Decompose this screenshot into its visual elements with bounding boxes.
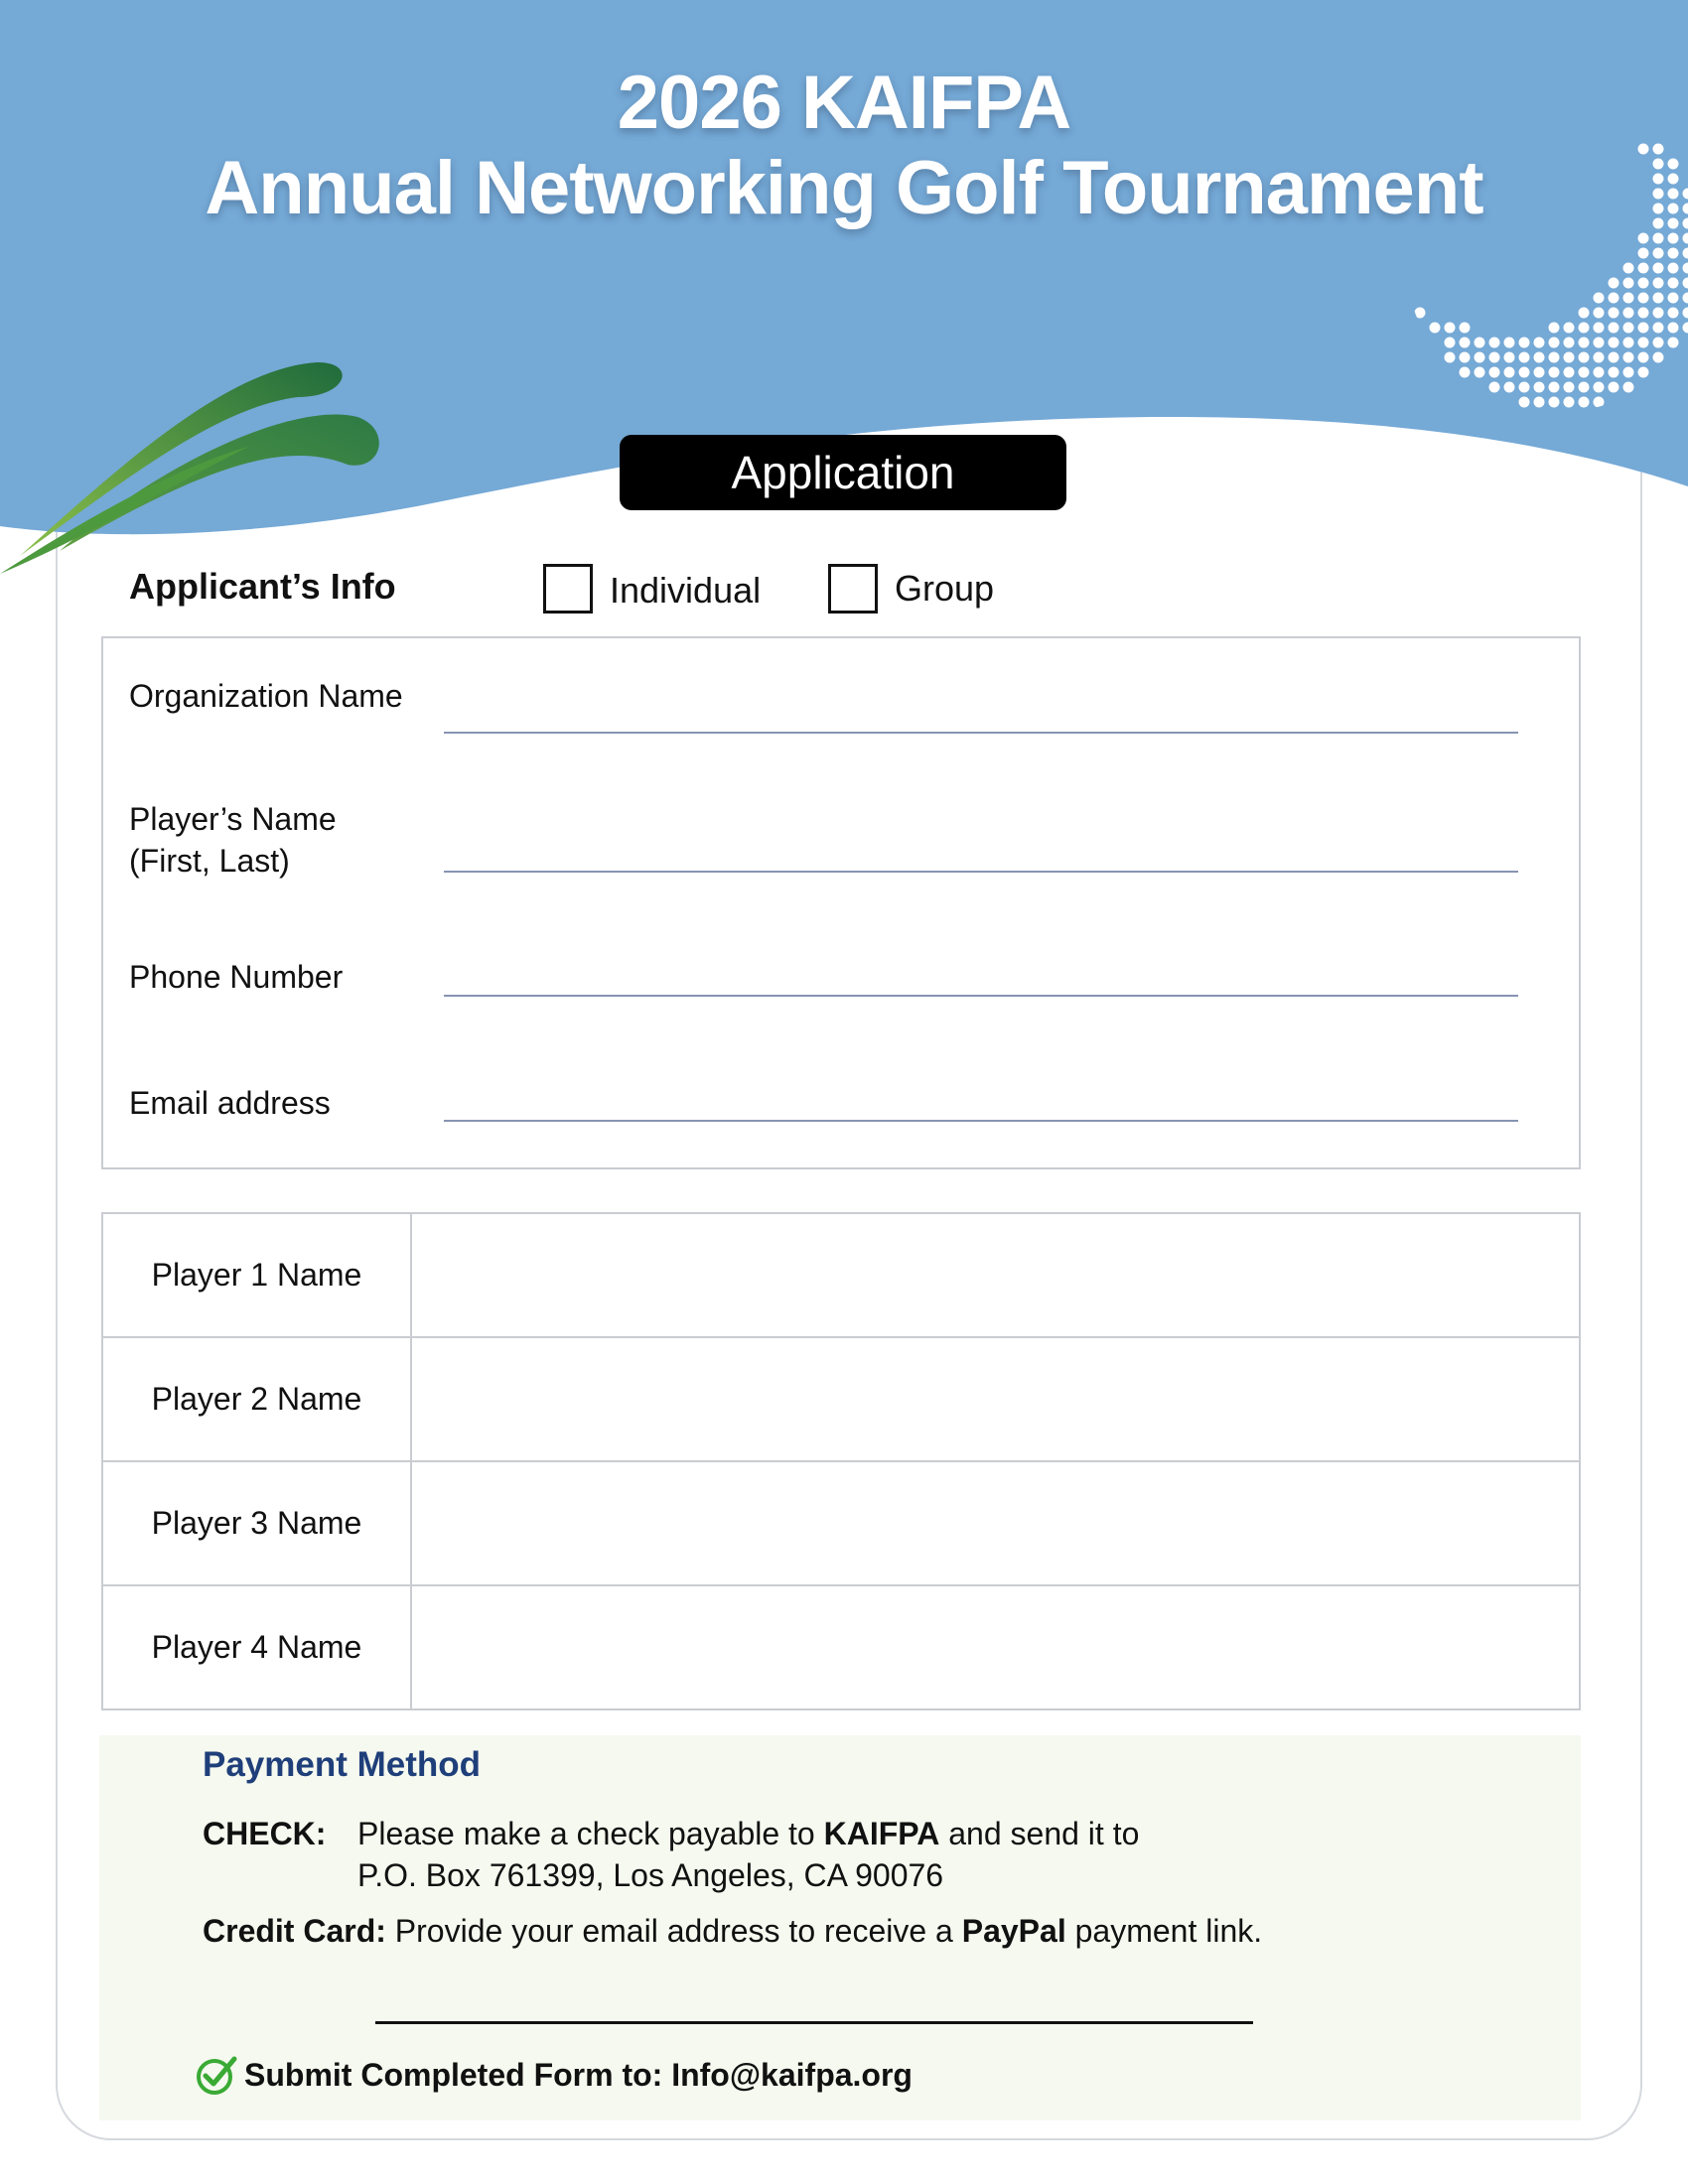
golf-ball-dot bbox=[1668, 338, 1679, 348]
golf-ball-dot bbox=[1534, 338, 1545, 348]
golf-ball-dot bbox=[1653, 278, 1664, 289]
golf-ball-dot bbox=[1594, 352, 1605, 363]
golf-ball-dot bbox=[1668, 278, 1679, 289]
table-row bbox=[102, 1585, 1580, 1709]
credit-card-label: Credit Card: bbox=[203, 1913, 386, 1949]
golf-ball-dot bbox=[1549, 382, 1560, 393]
golf-ball-dot bbox=[1445, 323, 1456, 334]
check-address: P.O. Box 761399, Los Angeles, CA 90076 bbox=[357, 1857, 944, 1893]
golf-ball-dot bbox=[1609, 323, 1619, 334]
golf-ball-dot bbox=[1445, 352, 1456, 363]
golf-ball-dot bbox=[1564, 352, 1575, 363]
player-name-label bbox=[129, 798, 337, 882]
golf-ball-dot bbox=[1668, 293, 1679, 304]
golf-ball-dot bbox=[1668, 323, 1679, 334]
individual-checkbox[interactable] bbox=[543, 564, 593, 614]
credit-card-instructions bbox=[203, 1910, 1262, 1952]
email-address-field[interactable] bbox=[444, 1120, 1518, 1122]
golf-ball-dot bbox=[1564, 367, 1575, 378]
golf-ball-dot bbox=[1549, 397, 1560, 408]
player-2-input[interactable] bbox=[411, 1337, 1580, 1461]
golf-ball-dot bbox=[1638, 248, 1649, 259]
golf-ball-dot bbox=[1475, 352, 1485, 363]
golf-ball-dot bbox=[1504, 367, 1515, 378]
organization-name-field[interactable] bbox=[444, 732, 1518, 734]
golf-ball-dot bbox=[1609, 278, 1619, 289]
check-label: CHECK: bbox=[203, 1816, 327, 1851]
golf-ball-dot bbox=[1460, 367, 1471, 378]
golf-ball-dot bbox=[1460, 352, 1471, 363]
golf-ball-dot bbox=[1564, 382, 1575, 393]
golf-ball-dot bbox=[1623, 382, 1634, 393]
title-year: 2026 KAIFPA bbox=[617, 61, 1071, 145]
golf-ball-dot bbox=[1668, 263, 1679, 274]
table-row bbox=[102, 1213, 1580, 1337]
golf-ball-dot bbox=[1445, 338, 1456, 348]
player-1-input[interactable] bbox=[411, 1213, 1580, 1337]
golf-ball-dot bbox=[1653, 263, 1664, 274]
golf-ball-dot bbox=[1623, 338, 1634, 348]
organization-name-label: Organization Name bbox=[129, 678, 403, 714]
player-name-label-line1: Player’s Name bbox=[129, 801, 337, 837]
golf-ball-dot bbox=[1638, 352, 1649, 363]
golf-ball-dot bbox=[1609, 308, 1619, 319]
player-2-label: Player 2 Name bbox=[102, 1337, 411, 1461]
signature-line[interactable] bbox=[375, 2021, 1253, 2024]
golf-ball-dot bbox=[1609, 293, 1619, 304]
golf-ball-dot bbox=[1623, 323, 1634, 334]
check-payee: KAIFPA bbox=[823, 1816, 940, 1851]
check-instructions bbox=[357, 1813, 1139, 1854]
golf-ball-dot bbox=[1653, 338, 1664, 348]
golf-ball-dot bbox=[1504, 352, 1515, 363]
card-text-b: payment link. bbox=[1065, 1913, 1263, 1949]
card-text-a: Provide your email address to receive a bbox=[385, 1913, 962, 1949]
golf-ball-dot bbox=[1638, 323, 1649, 334]
golf-ball-dot bbox=[1430, 323, 1441, 334]
golf-ball-dot bbox=[1534, 382, 1545, 393]
players-table bbox=[101, 1212, 1581, 1710]
email-address-label: Email address bbox=[129, 1085, 331, 1121]
phone-number-field[interactable] bbox=[444, 995, 1518, 997]
golf-ball-dot bbox=[1594, 382, 1605, 393]
golf-ball-dot bbox=[1638, 293, 1649, 304]
golf-ball-dot bbox=[1564, 397, 1575, 408]
golf-ball-dot bbox=[1579, 338, 1590, 348]
golf-ball-dot bbox=[1638, 278, 1649, 289]
golf-ball-dot bbox=[1653, 248, 1664, 259]
golf-ball-dot bbox=[1638, 338, 1649, 348]
golf-ball-dot bbox=[1564, 323, 1575, 334]
golf-ball-dot bbox=[1653, 352, 1664, 363]
individual-label: Individual bbox=[610, 570, 762, 611]
application-badge: Application bbox=[620, 435, 1066, 510]
golf-ball-dot bbox=[1653, 293, 1664, 304]
paypal-brand: PayPal bbox=[961, 1913, 1066, 1949]
golf-ball-dot bbox=[1504, 382, 1515, 393]
golf-ball-dot bbox=[1653, 323, 1664, 334]
check-text-a: Please make a check payable to bbox=[357, 1816, 824, 1851]
golf-ball-dot bbox=[1668, 233, 1679, 244]
player-name-label-line2: (First, Last) bbox=[129, 843, 290, 879]
applicant-info-label: Applicant’s Info bbox=[129, 566, 396, 607]
golf-ball-dot bbox=[1579, 308, 1590, 319]
golf-ball-dot bbox=[1579, 352, 1590, 363]
golf-ball-dot bbox=[1623, 308, 1634, 319]
golf-ball-dot bbox=[1534, 352, 1545, 363]
group-label: Group bbox=[895, 568, 995, 609]
golf-ball-dot bbox=[1638, 263, 1649, 274]
golf-ball-dot bbox=[1579, 382, 1590, 393]
golf-ball-dot bbox=[1475, 367, 1485, 378]
player-1-label: Player 1 Name bbox=[102, 1213, 411, 1337]
golf-ball-dot bbox=[1668, 248, 1679, 259]
title-event: Annual Networking Golf Tournament bbox=[205, 146, 1483, 230]
golf-ball-dot bbox=[1504, 338, 1515, 348]
golf-ball-dot bbox=[1623, 293, 1634, 304]
check-circle-icon bbox=[195, 2053, 238, 2097]
golf-ball-dot bbox=[1609, 338, 1619, 348]
submit-instructions bbox=[195, 2053, 913, 2097]
golf-ball-dot bbox=[1460, 338, 1471, 348]
golf-ball-dot bbox=[1489, 338, 1500, 348]
player-3-input[interactable] bbox=[411, 1461, 1580, 1585]
player-name-field[interactable] bbox=[444, 871, 1518, 873]
golf-ball-dot bbox=[1534, 397, 1545, 408]
golf-ball-dot bbox=[1594, 308, 1605, 319]
golf-ball-dot bbox=[1653, 308, 1664, 319]
golf-ball-dot bbox=[1519, 338, 1530, 348]
golf-ball-dot bbox=[1653, 233, 1664, 244]
golf-ball-dot bbox=[1594, 338, 1605, 348]
golf-ball-dot bbox=[1609, 367, 1619, 378]
payment-method-title: Payment Method bbox=[203, 1745, 482, 1784]
phone-number-label: Phone Number bbox=[129, 959, 344, 995]
golf-ball-dot bbox=[1638, 367, 1649, 378]
golf-ball-dot bbox=[1489, 352, 1500, 363]
table-row bbox=[102, 1337, 1580, 1461]
golf-ball-dot bbox=[1549, 323, 1560, 334]
player-4-input[interactable] bbox=[411, 1585, 1580, 1709]
golf-ball-dot bbox=[1609, 382, 1619, 393]
golf-ball-dot bbox=[1460, 323, 1471, 334]
golf-ball-dot bbox=[1549, 367, 1560, 378]
golf-ball-dot bbox=[1534, 367, 1545, 378]
golf-ball-dot bbox=[1594, 293, 1605, 304]
golf-ball-dot bbox=[1623, 367, 1634, 378]
golf-ball-dot bbox=[1638, 233, 1649, 244]
golf-ball-dot bbox=[1549, 352, 1560, 363]
golf-ball-dot bbox=[1475, 338, 1485, 348]
golf-ball-dot bbox=[1579, 323, 1590, 334]
golf-ball-dot bbox=[1564, 338, 1575, 348]
golf-ball-dot bbox=[1549, 338, 1560, 348]
golf-ball-dot bbox=[1623, 263, 1634, 274]
golf-ball-dot bbox=[1638, 308, 1649, 319]
player-4-label: Player 4 Name bbox=[102, 1585, 411, 1709]
golf-ball-dot bbox=[1579, 367, 1590, 378]
golf-ball-dot bbox=[1489, 367, 1500, 378]
golf-ball-dot bbox=[1609, 352, 1619, 363]
golf-ball-dot bbox=[1623, 278, 1634, 289]
golf-ball-dot bbox=[1519, 397, 1530, 408]
golf-ball-dot bbox=[1519, 352, 1530, 363]
group-checkbox[interactable] bbox=[828, 564, 878, 614]
table-row bbox=[102, 1461, 1580, 1585]
golf-ball-dot bbox=[1489, 382, 1500, 393]
golf-ball-dot bbox=[1594, 367, 1605, 378]
golf-ball-dot bbox=[1668, 308, 1679, 319]
golf-ball-dot bbox=[1519, 382, 1530, 393]
check-text-b: and send it to bbox=[939, 1816, 1140, 1851]
golf-ball-dot bbox=[1594, 323, 1605, 334]
golf-ball-dot bbox=[1623, 352, 1634, 363]
submit-text: Submit Completed Form to: Info@kaifpa.org bbox=[244, 2056, 913, 2093]
golf-ball-dot bbox=[1579, 397, 1590, 408]
player-3-label: Player 3 Name bbox=[102, 1461, 411, 1585]
golf-ball-dot bbox=[1519, 367, 1530, 378]
